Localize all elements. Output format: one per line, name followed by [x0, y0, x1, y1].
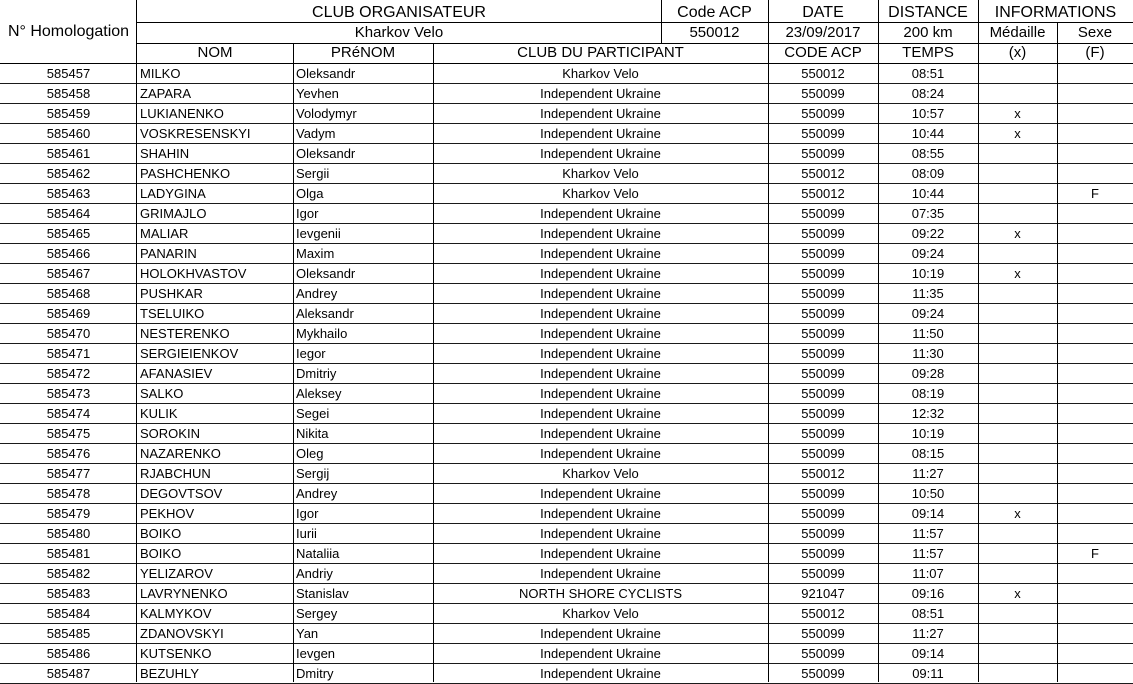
homologation-cell: 585485 — [46, 626, 91, 641]
prenom-cell: Sergij — [296, 466, 330, 481]
club-cell: Independent Ukraine — [540, 426, 661, 441]
homologation-cell: 585478 — [46, 486, 91, 501]
homologation-cell: 585470 — [46, 326, 91, 341]
temps-cell: 08:15 — [911, 446, 945, 461]
medaille-cell — [978, 624, 1057, 644]
sexe-cell — [1057, 424, 1133, 444]
prenom-cell: Yan — [296, 626, 319, 641]
medaille-cell — [978, 484, 1057, 504]
temps-header: TEMPS — [902, 44, 954, 61]
club-cell: Kharkov Velo — [562, 186, 639, 201]
column-divider — [1057, 64, 1058, 682]
prenom-cell: Iegor — [296, 346, 326, 361]
nom-cell: BOIKO — [140, 546, 182, 561]
homologation-cell: 585476 — [46, 446, 91, 461]
nom-cell: SERGIEIENKOV — [140, 346, 239, 361]
code-acp-cell: 550099 — [801, 646, 845, 661]
temps-cell: 10:44 — [911, 186, 945, 201]
prenom-cell: Oleksandr — [296, 66, 356, 81]
club-cell: Independent Ukraine — [540, 386, 661, 401]
nom-cell: TSELUIKO — [140, 306, 205, 321]
prenom-cell: Vadym — [296, 126, 336, 141]
prenom-cell: Oleksandr — [296, 266, 356, 281]
sexe-cell — [1057, 304, 1133, 324]
nom-cell: PASHCHENKO — [140, 166, 231, 181]
code-acp-cell: 550099 — [801, 666, 845, 681]
medaille-cell — [978, 444, 1057, 464]
code-acp-cell: 550012 — [801, 186, 845, 201]
nom-cell: MILKO — [140, 66, 181, 81]
club-cell: Independent Ukraine — [540, 306, 661, 321]
medaille-cell — [978, 324, 1057, 344]
sexe-cell — [1057, 104, 1133, 124]
prenom-cell: Segei — [296, 406, 330, 421]
code-acp-cell: 550099 — [801, 426, 845, 441]
sexe-cell — [1057, 264, 1133, 284]
prenom-cell: Andrey — [296, 286, 338, 301]
temps-cell: 08:19 — [911, 386, 945, 401]
club-cell: Independent Ukraine — [540, 406, 661, 421]
temps-cell: 11:50 — [912, 326, 944, 341]
medaille-cell — [978, 364, 1057, 384]
nom-cell: AFANASIEV — [140, 366, 213, 381]
code-acp-cell: 550099 — [801, 326, 845, 341]
prenom-cell: Aleksandr — [296, 306, 354, 321]
column-divider — [978, 64, 979, 682]
temps-cell: 09:28 — [911, 366, 945, 381]
medaille-cell — [978, 64, 1057, 84]
code-acp-cell: 550099 — [801, 86, 845, 101]
temps-cell: 09:14 — [911, 646, 945, 661]
prenom-cell: Andriy — [296, 566, 333, 581]
temps-cell: 07:35 — [911, 206, 945, 221]
sexe-cell — [1057, 524, 1133, 544]
code-acp-cell: 550099 — [801, 246, 845, 261]
club-cell: Independent Ukraine — [540, 266, 661, 281]
homologation-cell: 585486 — [46, 646, 91, 661]
homologation-cell: 585473 — [46, 386, 91, 401]
nom-cell: KALMYKOV — [140, 606, 212, 621]
medaille-cell — [978, 244, 1057, 264]
homologation-cell: 585471 — [46, 346, 91, 361]
temps-cell: 11:27 — [912, 626, 944, 641]
nom-cell: NESTERENKO — [140, 326, 230, 341]
sexe-cell — [1057, 144, 1133, 164]
nom-cell: NAZARENKO — [140, 446, 221, 461]
sexe-cell — [1057, 404, 1133, 424]
club-organisateur-value: Kharkov Velo — [354, 24, 444, 41]
prenom-cell: Oleg — [296, 446, 324, 461]
medaille-hint: (x) — [1008, 44, 1027, 61]
club-cell: Independent Ukraine — [540, 206, 661, 221]
medaille-cell — [978, 384, 1057, 404]
nom-cell: SALKO — [140, 386, 184, 401]
club-cell: Independent Ukraine — [540, 626, 661, 641]
medaille-cell: x — [1014, 586, 1021, 601]
homologation-header: N° Homologation — [7, 23, 130, 40]
nom-cell: DEGOVTSOV — [140, 486, 223, 501]
club-cell: Independent Ukraine — [540, 526, 661, 541]
prenom-cell: Maxim — [296, 246, 335, 261]
prenom-cell: Iurii — [296, 526, 317, 541]
medaille-cell — [978, 304, 1057, 324]
homologation-cell: 585461 — [46, 146, 91, 161]
temps-cell: 11:57 — [912, 546, 944, 561]
sexe-cell — [1057, 504, 1133, 524]
sexe-cell — [1057, 84, 1133, 104]
temps-cell: 08:51 — [911, 66, 945, 81]
homologation-cell: 585480 — [46, 526, 91, 541]
code-acp-cell: 550099 — [801, 366, 845, 381]
column-divider — [878, 64, 879, 682]
nom-cell: KULIK — [140, 406, 178, 421]
code-acp-header: Code ACP — [677, 4, 752, 21]
medaille-cell — [978, 284, 1057, 304]
temps-cell: 09:11 — [912, 666, 944, 681]
club-cell: Independent Ukraine — [540, 146, 661, 161]
sexe-cell — [1057, 124, 1133, 144]
sexe-cell — [1057, 344, 1133, 364]
code-acp-cell: 550099 — [801, 346, 845, 361]
code-acp-cell: 550099 — [801, 626, 845, 641]
sexe-cell — [1057, 644, 1133, 664]
nom-cell: PANARIN — [140, 246, 197, 261]
nom-cell: SOROKIN — [140, 426, 200, 441]
prenom-cell: Ievgenii — [296, 226, 341, 241]
temps-cell: 10:44 — [911, 126, 945, 141]
prenom-header: PRéNOM — [330, 44, 396, 61]
medaille-cell — [978, 84, 1057, 104]
nom-cell: SHAHIN — [140, 146, 190, 161]
sexe-cell — [1057, 664, 1133, 684]
temps-cell: 08:51 — [911, 606, 945, 621]
homologation-cell: 585464 — [46, 206, 91, 221]
code-acp-cell: 921047 — [801, 586, 845, 601]
column-divider — [136, 64, 137, 682]
temps-cell: 11:07 — [912, 566, 944, 581]
informations-header: INFORMATIONS — [994, 4, 1117, 21]
nom-cell: LAVRYNENKO — [140, 586, 228, 601]
temps-cell: 11:30 — [912, 346, 944, 361]
sexe-cell — [1057, 224, 1133, 244]
sexe-header: Sexe — [1077, 24, 1113, 41]
temps-cell: 09:14 — [911, 506, 945, 521]
club-cell: Kharkov Velo — [562, 66, 639, 81]
sexe-cell — [1057, 324, 1133, 344]
distance-value: 200 km — [903, 24, 953, 41]
prenom-cell: Oleksandr — [296, 146, 356, 161]
club-cell: Independent Ukraine — [540, 226, 661, 241]
temps-cell: 09:24 — [911, 246, 945, 261]
nom-cell: BEZUHLY — [140, 666, 199, 681]
club-cell: Independent Ukraine — [540, 346, 661, 361]
sexe-cell — [1057, 444, 1133, 464]
code-acp-cell: 550099 — [801, 406, 845, 421]
homologation-cell: 585457 — [46, 66, 91, 81]
prenom-cell: Volodymyr — [296, 106, 357, 121]
sexe-hint: (F) — [1085, 44, 1105, 61]
homologation-cell: 585466 — [46, 246, 91, 261]
code-acp-cell: 550099 — [801, 126, 845, 141]
code-acp-cell: 550012 — [801, 606, 845, 621]
code-acp-cell: 550012 — [801, 466, 845, 481]
prenom-cell: Aleksey — [296, 386, 342, 401]
club-cell: Independent Ukraine — [540, 326, 661, 341]
temps-cell: 12:32 — [911, 406, 945, 421]
temps-cell: 10:19 — [911, 426, 945, 441]
club-cell: Independent Ukraine — [540, 566, 661, 581]
sexe-cell: F — [1091, 546, 1099, 561]
club-cell: Kharkov Velo — [562, 166, 639, 181]
medaille-cell — [978, 604, 1057, 624]
nom-header: NOM — [197, 44, 233, 61]
homologation-cell: 585460 — [46, 126, 91, 141]
header-vline-8 — [433, 43, 434, 63]
homologation-cell: 585482 — [46, 566, 91, 581]
homologation-cell: 585467 — [46, 266, 91, 281]
club-cell: Independent Ukraine — [540, 486, 661, 501]
medaille-cell — [978, 664, 1057, 684]
column-divider — [293, 64, 294, 682]
sexe-cell — [1057, 484, 1133, 504]
code-acp-cell: 550099 — [801, 446, 845, 461]
club-cell: Independent Ukraine — [540, 506, 661, 521]
prenom-cell: Sergii — [296, 166, 330, 181]
nom-cell: RJABCHUN — [140, 466, 211, 481]
nom-cell: KUTSENKO — [140, 646, 212, 661]
temps-cell: 10:57 — [911, 106, 945, 121]
club-cell: Independent Ukraine — [540, 366, 661, 381]
club-cell: Independent Ukraine — [540, 546, 661, 561]
homologation-cell: 585458 — [46, 86, 91, 101]
club-cell: Independent Ukraine — [540, 446, 661, 461]
nom-cell: YELIZAROV — [140, 566, 213, 581]
code-acp-cell: 550099 — [801, 486, 845, 501]
sexe-cell — [1057, 204, 1133, 224]
club-organisateur-header: CLUB ORGANISATEUR — [312, 4, 486, 21]
medaille-cell — [978, 404, 1057, 424]
club-cell: Independent Ukraine — [540, 286, 661, 301]
club-participant-header: CLUB DU PARTICIPANT — [517, 44, 684, 61]
nom-cell: PEKHOV — [140, 506, 195, 521]
temps-cell: 10:19 — [911, 266, 945, 281]
sexe-cell — [1057, 624, 1133, 644]
club-cell: NORTH SHORE CYCLISTS — [518, 586, 682, 601]
medaille-cell — [978, 544, 1057, 564]
header-vline-1 — [136, 0, 137, 63]
sexe-cell: F — [1091, 186, 1099, 201]
homologation-cell: 585481 — [46, 546, 91, 561]
code-acp-column-header: CODE ACP — [784, 44, 862, 61]
medaille-header: Médaille — [989, 24, 1046, 41]
medaille-cell — [978, 644, 1057, 664]
date-header: DATE — [802, 4, 844, 21]
header-vline-2 — [661, 0, 662, 43]
club-cell: Independent Ukraine — [540, 246, 661, 261]
homologation-cell: 585474 — [46, 406, 91, 421]
code-acp-cell: 550099 — [801, 566, 845, 581]
homologation-cell: 585463 — [46, 186, 91, 201]
temps-cell: 08:24 — [911, 86, 945, 101]
medaille-cell: x — [1014, 126, 1021, 141]
nom-cell: VOSKRESENSKYI — [140, 126, 251, 141]
sexe-cell — [1057, 384, 1133, 404]
nom-cell: BOIKO — [140, 526, 182, 541]
club-cell: Independent Ukraine — [540, 126, 661, 141]
header-line-2 — [137, 43, 1133, 44]
prenom-cell: Andrey — [296, 486, 338, 501]
temps-cell: 11:27 — [912, 466, 944, 481]
header-vline-4 — [878, 0, 879, 63]
code-acp-cell: 550099 — [801, 266, 845, 281]
nom-cell: ZDANOVSKYI — [140, 626, 224, 641]
nom-cell: LUKIANENKO — [140, 106, 224, 121]
code-acp-cell: 550099 — [801, 546, 845, 561]
medaille-cell: x — [1014, 226, 1021, 241]
code-acp-cell: 550099 — [801, 526, 845, 541]
homologation-cell: 585469 — [46, 306, 91, 321]
nom-cell: HOLOKHVASTOV — [140, 266, 247, 281]
homologation-cell: 585472 — [46, 366, 91, 381]
medaille-cell: x — [1014, 106, 1021, 121]
code-acp-cell: 550099 — [801, 306, 845, 321]
code-acp-cell: 550099 — [801, 206, 845, 221]
homologation-cell: 585465 — [46, 226, 91, 241]
homologation-cell: 585459 — [46, 106, 91, 121]
medaille-cell — [978, 524, 1057, 544]
code-acp-cell: 550099 — [801, 286, 845, 301]
column-divider — [768, 64, 769, 682]
code-acp-cell: 550099 — [801, 146, 845, 161]
club-cell: Independent Ukraine — [540, 646, 661, 661]
homologation-cell: 585484 — [46, 606, 91, 621]
sexe-cell — [1057, 564, 1133, 584]
prenom-cell: Dmitriy — [296, 366, 337, 381]
temps-cell: 09:16 — [911, 586, 945, 601]
nom-cell: PUSHKAR — [140, 286, 203, 301]
distance-header: DISTANCE — [888, 4, 968, 21]
medaille-cell — [978, 164, 1057, 184]
date-value: 23/09/2017 — [785, 24, 861, 41]
sexe-cell — [1057, 364, 1133, 384]
sexe-cell — [1057, 164, 1133, 184]
medaille-cell — [978, 464, 1057, 484]
temps-cell: 08:09 — [911, 166, 945, 181]
nom-cell: ZAPARA — [140, 86, 192, 101]
club-cell: Kharkov Velo — [562, 466, 639, 481]
code-acp-cell: 550012 — [801, 166, 845, 181]
medaille-cell: x — [1014, 506, 1021, 521]
temps-cell: 11:57 — [912, 526, 944, 541]
temps-cell: 11:35 — [912, 286, 944, 301]
header-vline-7 — [293, 43, 294, 63]
temps-cell: 09:22 — [911, 226, 945, 241]
homologation-cell: 585475 — [46, 426, 91, 441]
sexe-cell — [1057, 284, 1133, 304]
sexe-cell — [1057, 464, 1133, 484]
prenom-cell: Stanislav — [296, 586, 349, 601]
medaille-cell: x — [1014, 266, 1021, 281]
homologation-cell: 585468 — [46, 286, 91, 301]
prenom-cell: Mykhailo — [296, 326, 348, 341]
medaille-cell — [978, 424, 1057, 444]
homologation-cell: 585487 — [46, 666, 91, 681]
temps-cell: 09:24 — [911, 306, 945, 321]
medaille-cell — [978, 144, 1057, 164]
medaille-cell — [978, 184, 1057, 204]
header-vline-5 — [978, 0, 979, 63]
homologation-cell: 585483 — [46, 586, 91, 601]
prenom-cell: Yevhen — [296, 86, 339, 101]
code-acp-cell: 550099 — [801, 226, 845, 241]
prenom-cell: Nikita — [296, 426, 329, 441]
temps-cell: 08:55 — [911, 146, 945, 161]
prenom-cell: Nataliia — [296, 546, 340, 561]
medaille-cell — [978, 204, 1057, 224]
nom-cell: MALIAR — [140, 226, 189, 241]
nom-cell: LADYGINA — [140, 186, 206, 201]
code-acp-value: 550012 — [689, 24, 740, 41]
temps-cell: 10:50 — [911, 486, 945, 501]
club-cell: Independent Ukraine — [540, 86, 661, 101]
code-acp-cell: 550099 — [801, 386, 845, 401]
prenom-cell: Ievgen — [296, 646, 336, 661]
header-line-1 — [137, 22, 1133, 23]
prenom-cell: Igor — [296, 506, 319, 521]
sexe-cell — [1057, 64, 1133, 84]
prenom-cell: Igor — [296, 206, 319, 221]
prenom-cell: Sergey — [296, 606, 338, 621]
prenom-cell: Dmitry — [296, 666, 334, 681]
column-divider — [433, 64, 434, 682]
nom-cell: GRIMAJLO — [140, 206, 207, 221]
homologation-cell: 585477 — [46, 466, 91, 481]
homologation-cell: 585462 — [46, 166, 91, 181]
medaille-cell — [978, 344, 1057, 364]
club-cell: Independent Ukraine — [540, 666, 661, 681]
sexe-cell — [1057, 584, 1133, 604]
sexe-cell — [1057, 244, 1133, 264]
header-vline-6 — [1057, 22, 1058, 63]
header-vline-3 — [768, 0, 769, 63]
club-cell: Independent Ukraine — [540, 106, 661, 121]
medaille-cell — [978, 564, 1057, 584]
code-acp-cell: 550099 — [801, 106, 845, 121]
code-acp-cell: 550012 — [801, 66, 845, 81]
sexe-cell — [1057, 604, 1133, 624]
prenom-cell: Olga — [296, 186, 324, 201]
club-cell: Kharkov Velo — [562, 606, 639, 621]
code-acp-cell: 550099 — [801, 506, 845, 521]
homologation-cell: 585479 — [46, 506, 91, 521]
